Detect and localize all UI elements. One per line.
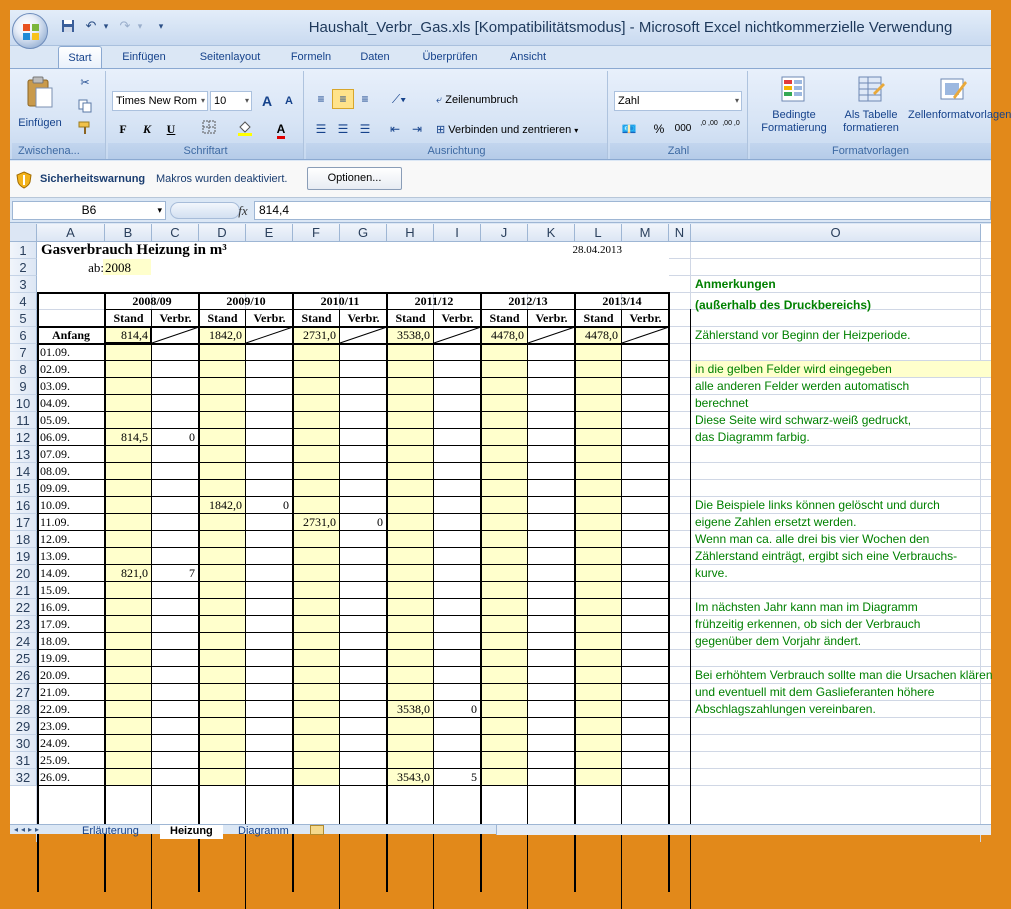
note-line: Abschlagszahlungen vereinbaren. — [695, 702, 876, 716]
row-header-27[interactable]: 27 — [10, 684, 37, 701]
border-year-separator — [480, 292, 482, 892]
notes-heading: Anmerkungen — [695, 277, 776, 291]
row-header-2[interactable]: 2 — [10, 259, 37, 276]
wrap-text-button[interactable] — [436, 91, 518, 109]
date-cell: 16.09. — [40, 600, 70, 614]
currency-icon[interactable]: 💶 — [621, 122, 637, 136]
row-header-6[interactable]: 6 — [10, 327, 37, 344]
date-cell: 24.09. — [40, 736, 70, 750]
fill-color-icon[interactable] — [230, 119, 260, 139]
row-header-28[interactable]: 28 — [10, 701, 37, 718]
verbr-header: Verbr. — [347, 311, 380, 325]
office-button[interactable] — [12, 13, 48, 49]
increase-indent-icon[interactable]: ⇥ — [411, 122, 423, 136]
name-box-value: B6 — [81, 203, 97, 217]
date-cell: 14.09. — [40, 566, 70, 580]
row-header-17[interactable]: 17 — [10, 514, 37, 531]
date-cell: 04.09. — [40, 396, 70, 410]
row-header-5[interactable]: 5 — [10, 310, 37, 327]
redo-icon[interactable]: ↷ — [119, 18, 131, 33]
column-header-m[interactable]: M — [622, 224, 669, 242]
verbr-value: 0 — [189, 430, 195, 444]
sheet-date: 28.04.2013 — [572, 244, 622, 256]
gridline-vertical — [980, 242, 981, 842]
border-row — [37, 632, 669, 633]
stand-header: Stand — [583, 311, 614, 325]
border-row — [37, 496, 669, 497]
border-row — [37, 768, 669, 769]
border-year-separator — [198, 292, 200, 892]
shrink-font-button[interactable]: A — [285, 95, 293, 107]
align-middle-icon[interactable]: ≡ — [332, 89, 354, 109]
border-row — [37, 700, 669, 701]
note-line: alle anderen Felder werden automatisch — [695, 379, 910, 393]
verbr-value: 0 — [377, 515, 383, 529]
column-header-g[interactable]: G — [340, 224, 387, 242]
merge-center-button[interactable] — [436, 121, 578, 139]
tab-start[interactable]: Start — [58, 46, 102, 68]
note-line: frühzeitig erkennen, ob sich der Verbrauch — [695, 617, 921, 631]
align-center-icon[interactable]: ☰ — [337, 122, 349, 136]
verbr-header: Verbr. — [253, 311, 286, 325]
border-icon[interactable] — [194, 119, 224, 139]
border-row — [37, 649, 669, 650]
date-cell: 26.09. — [40, 770, 70, 784]
worksheet-grid — [10, 224, 991, 824]
note-line: Bei erhöhtem Verbrauch sollte man die Ursachen klären — [695, 668, 993, 682]
anfang-value[interactable]: 2731,0 — [303, 328, 336, 342]
sheet-tabs-bar — [10, 824, 991, 837]
align-bottom-icon[interactable]: ≡ — [361, 92, 369, 106]
tab-daten[interactable]: Daten — [360, 51, 390, 63]
border-left — [37, 292, 39, 892]
align-top-icon[interactable]: ≡ — [317, 92, 325, 106]
note-line: Zählerstand einträgt, ergibt sich eine Verbrauchs- — [695, 549, 958, 563]
row-header-3[interactable]: 3 — [10, 276, 37, 293]
increase-decimal-button[interactable]: ,0 ,00 — [700, 120, 718, 127]
anfang-value[interactable]: 4478,0 — [585, 328, 618, 342]
border-row — [37, 394, 669, 395]
font-color-label: A — [277, 122, 286, 139]
verbr-value: 7 — [189, 566, 195, 580]
anfang-value[interactable]: 3538,0 — [397, 328, 430, 342]
year-header: 2011/12 — [414, 294, 454, 308]
format-as-table-icon — [857, 75, 885, 105]
chevron-down-icon: ▾ — [157, 205, 162, 215]
anfang-value[interactable]: 4478,0 — [491, 328, 524, 342]
row-header-12[interactable]: 12 — [10, 429, 37, 446]
border-row — [37, 615, 669, 616]
customize-icon[interactable]: ▾ — [158, 21, 164, 31]
row-header-25[interactable]: 25 — [10, 650, 37, 667]
decrease-decimal-button[interactable]: ,00 ,0 — [722, 120, 740, 127]
cut-icon[interactable]: ✂ — [80, 77, 90, 89]
verbr-value: 0 — [283, 498, 289, 512]
year-header: 2008/09 — [132, 294, 172, 308]
percent-button[interactable]: % — [653, 122, 665, 136]
diagonal-line — [622, 327, 669, 343]
tab-seitenlayout[interactable]: Seitenlayout — [199, 51, 261, 63]
border-year-separator — [668, 292, 670, 892]
horizontal-scrollbar[interactable] — [496, 825, 991, 835]
note-line: in die gelben Felder wird eingegeben — [695, 362, 892, 376]
note-line: Diese Seite wird schwarz-weiß gedruckt, — [695, 413, 912, 427]
note-line: das Diagramm farbig. — [695, 430, 810, 444]
border-row — [37, 377, 669, 378]
border-row — [37, 785, 669, 786]
diagonal-mark — [246, 327, 293, 344]
font-name-box[interactable] — [112, 91, 208, 111]
border-year-separator — [574, 292, 576, 892]
number-format-value: Zahl — [618, 95, 640, 107]
active-cell-b6[interactable] — [104, 326, 152, 344]
security-warning-title: Sicherheitswarnung — [40, 173, 146, 185]
font-color-button[interactable] — [266, 119, 296, 139]
decrease-indent-icon[interactable]: ⇤ — [389, 122, 401, 136]
date-cell: 17.09. — [40, 617, 70, 631]
tab-ueberpruefen[interactable]: Überprüfen — [422, 51, 478, 63]
wrap-text-icon: ⤶ — [436, 94, 443, 106]
name-box[interactable] — [12, 201, 166, 220]
number-group-label: Zahl — [610, 143, 747, 159]
security-warning-message: Makros wurden deaktiviert. — [156, 173, 288, 185]
ribbon — [10, 68, 1011, 160]
number-group — [610, 71, 748, 159]
border-row — [37, 683, 669, 684]
chevron-down-icon: ▾ — [574, 126, 579, 135]
date-cell: 07.09. — [40, 447, 70, 461]
border-stand-verbr — [621, 309, 622, 909]
date-cell: 06.09. — [40, 430, 70, 444]
verbr-value: 0 — [471, 702, 477, 716]
row-header-23[interactable]: 23 — [10, 616, 37, 633]
sheet-tab-diagramm[interactable]: Diagramm — [238, 825, 289, 837]
row-header-14[interactable]: 14 — [10, 463, 37, 480]
diagonal-line — [340, 327, 387, 343]
conditional-formatting-button[interactable] — [754, 75, 834, 139]
border-row — [37, 751, 669, 752]
row-header-32[interactable]: 32 — [10, 769, 37, 786]
clipboard-group-label: Zwischena... — [12, 143, 105, 159]
border-row — [37, 360, 669, 361]
stand-value[interactable]: 814,5 — [121, 430, 148, 444]
diagonal-mark — [340, 327, 387, 344]
anfang-value[interactable]: 814,4 — [121, 328, 148, 342]
border-row — [37, 479, 669, 480]
border-row — [37, 547, 669, 548]
office-logo-icon — [22, 23, 40, 41]
row-header-13[interactable]: 13 — [10, 446, 37, 463]
date-cell: 12.09. — [40, 532, 70, 546]
save-icon[interactable] — [58, 16, 78, 36]
date-cell: 05.09. — [40, 413, 70, 427]
row-header-15[interactable]: 15 — [10, 480, 37, 497]
border-year-separator — [292, 292, 294, 892]
shield-icon — [16, 171, 32, 189]
copy-icon[interactable] — [74, 99, 96, 117]
stand-header: Stand — [395, 311, 426, 325]
stand-value[interactable]: 3538,0 — [397, 702, 430, 716]
border-row — [37, 666, 669, 667]
date-cell: 22.09. — [40, 702, 70, 716]
column-header-j[interactable]: J — [481, 224, 528, 242]
font-size-box[interactable] — [210, 91, 252, 111]
stand-header: Stand — [301, 311, 332, 325]
column-header-d[interactable]: D — [199, 224, 246, 242]
date-cell: 25.09. — [40, 753, 70, 767]
diagonal-mark — [622, 327, 669, 344]
stand-value[interactable]: 2731,0 — [303, 515, 336, 529]
diagonal-line — [246, 327, 293, 343]
title-bar — [10, 10, 991, 46]
border-row — [37, 598, 669, 599]
note-line: Im nächsten Jahr kann man im Diagramm — [695, 600, 918, 614]
italic-button[interactable]: K — [142, 122, 151, 136]
date-cell: 03.09. — [40, 379, 70, 393]
tab-einfuegen[interactable]: Einfügen — [122, 51, 166, 63]
row-header-7[interactable]: 7 — [10, 344, 37, 361]
row-header-9[interactable]: 9 — [10, 378, 37, 395]
year-header: 2009/10 — [226, 294, 266, 308]
date-cell: 13.09. — [40, 549, 70, 563]
row-header-22[interactable]: 22 — [10, 599, 37, 616]
diagonal-mark — [528, 327, 575, 344]
styles-group-label: Formatvorlagen — [750, 143, 991, 159]
formula-bar — [10, 199, 991, 223]
sheet-title: Gasverbrauch Heizung in m³ — [41, 242, 227, 258]
verbr-header: Verbr. — [441, 311, 474, 325]
column-header-b[interactable]: B — [105, 224, 152, 242]
conditional-formatting-label: Bedingte Formatierung — [761, 109, 827, 134]
cell-styles-label: Zellenformatvorlagen — [908, 109, 1011, 121]
diagonal-mark — [152, 327, 199, 344]
security-warning-bar — [10, 161, 991, 198]
row-header-10[interactable]: 10 — [10, 395, 37, 412]
border-row — [37, 717, 669, 718]
verbr-header: Verbr. — [535, 311, 568, 325]
conditional-formatting-icon — [780, 75, 808, 105]
note-line: Wenn man ca. alle drei bis vier Wochen den — [695, 532, 930, 546]
date-cell: 08.09. — [40, 464, 70, 478]
alignment-group — [306, 71, 608, 159]
row-header-8[interactable]: 8 — [10, 361, 37, 378]
border-row — [37, 734, 669, 735]
border-stand-verbr — [527, 309, 528, 909]
year-header: 2013/14 — [602, 294, 642, 308]
row-header-24[interactable]: 24 — [10, 633, 37, 650]
year-header: 2012/13 — [508, 294, 548, 308]
cell-styles-icon — [939, 75, 967, 105]
note-line: Zählerstand vor Beginn der Heizperiode. — [695, 328, 911, 342]
column-header-l[interactable]: L — [575, 224, 622, 242]
row-header-4[interactable]: 4 — [10, 293, 37, 310]
sheet-tab-erlaeuterung[interactable]: Erläuterung — [82, 825, 139, 837]
date-cell: 15.09. — [40, 583, 70, 597]
wrap-text-label: Zeilenumbruch — [445, 94, 518, 106]
date-cell: 10.09. — [40, 498, 70, 512]
styles-group — [750, 71, 1011, 159]
row-header-29[interactable]: 29 — [10, 718, 37, 735]
insert-function-icon[interactable]: fx — [238, 203, 248, 218]
row-header-11[interactable]: 11 — [10, 412, 37, 429]
font-name-value: Times New Rom — [116, 95, 197, 107]
verbr-value: 5 — [471, 770, 477, 784]
redo-dropdown-icon[interactable]: ▾ — [137, 21, 143, 31]
note-line: gegenüber dem Vorjahr ändert. — [695, 634, 862, 648]
column-header-n[interactable]: N — [669, 224, 691, 242]
anfang-label: Anfang — [51, 328, 90, 342]
stand-header: Stand — [207, 311, 238, 325]
verbr-header: Verbr. — [629, 311, 662, 325]
row-header-19[interactable]: 19 — [10, 548, 37, 565]
ribbon-tabs — [10, 46, 991, 68]
column-header-a[interactable]: A — [37, 224, 105, 242]
clipboard-group — [12, 71, 106, 159]
date-cell: 20.09. — [40, 668, 70, 682]
border-row — [37, 411, 669, 412]
align-right-icon[interactable]: ☰ — [359, 122, 371, 136]
font-group-label: Schriftart — [108, 143, 303, 159]
excel-window — [10, 10, 1011, 837]
date-cell: 01.09. — [40, 345, 70, 359]
align-left-icon[interactable]: ☰ — [315, 122, 327, 136]
row-header-1[interactable]: 1 — [10, 242, 37, 259]
date-cell: 21.09. — [40, 685, 70, 699]
row-header-31[interactable]: 31 — [10, 752, 37, 769]
tab-ansicht[interactable]: Ansicht — [509, 51, 547, 63]
format-as-table-label: Als Tabelle formatieren — [843, 109, 899, 134]
date-cell: 02.09. — [40, 362, 70, 376]
underline-button[interactable]: U — [166, 122, 176, 136]
number-format-box[interactable] — [614, 91, 742, 111]
border-row — [37, 462, 669, 463]
row-header-26[interactable]: 26 — [10, 667, 37, 684]
border-stand-verbr — [151, 309, 152, 909]
stand-value[interactable]: 1842,0 — [209, 498, 242, 512]
font-group — [108, 71, 304, 159]
sheet-tab-heizung[interactable]: Heizung — [160, 825, 223, 839]
diagonal-line — [434, 327, 481, 343]
row-header-20[interactable]: 20 — [10, 565, 37, 582]
date-cell: 09.09. — [40, 481, 70, 495]
tab-formeln[interactable]: Formeln — [290, 51, 332, 63]
column-header-k[interactable]: K — [528, 224, 575, 242]
row-header-30[interactable]: 30 — [10, 735, 37, 752]
chevron-down-icon: ▾ — [244, 96, 249, 105]
border-stand-verbr — [245, 309, 246, 909]
note-line: Die Beispiele links können gelöscht und durch — [695, 498, 940, 512]
row-header-18[interactable]: 18 — [10, 531, 37, 548]
cell-styles-button[interactable] — [908, 75, 1011, 139]
paste-icon — [25, 75, 55, 109]
column-header-i[interactable]: I — [434, 224, 481, 242]
row-header-16[interactable]: 16 — [10, 497, 37, 514]
notes-subheading: (außerhalb des Druckbereichs) — [695, 298, 872, 312]
merge-icon: ⊞ — [436, 124, 446, 136]
formula-input[interactable]: 814,4 — [254, 201, 991, 220]
column-header-f[interactable]: F — [293, 224, 340, 242]
column-header-e[interactable]: E — [246, 224, 293, 242]
border-year-separator — [386, 292, 388, 892]
insert-sheet-icon[interactable] — [310, 825, 324, 835]
undo-dropdown-icon[interactable]: ▾ — [103, 21, 109, 31]
anfang-value[interactable]: 1842,0 — [209, 328, 242, 342]
alignment-group-label: Ausrichtung — [306, 143, 607, 159]
select-all-corner[interactable] — [10, 224, 37, 242]
undo-icon[interactable]: ↶ — [85, 18, 97, 33]
date-cell: 19.09. — [40, 651, 70, 665]
note-line: eigene Zahlen ersetzt werden. — [695, 515, 857, 529]
paste-label: Einfügen — [18, 117, 62, 129]
stand-header: Stand — [489, 311, 520, 325]
stand-header: Stand — [113, 311, 144, 325]
format-as-table-button[interactable] — [836, 75, 906, 139]
grow-font-button[interactable]: A — [261, 93, 273, 109]
border-stand-verbr — [690, 309, 691, 909]
row-header-21[interactable]: 21 — [10, 582, 37, 599]
column-header-c[interactable]: C — [152, 224, 199, 242]
font-size-value: 10 — [214, 95, 227, 107]
format-painter-icon[interactable] — [74, 121, 96, 139]
chevron-down-icon: ▾ — [734, 96, 739, 105]
border-stand-verbr — [433, 309, 434, 909]
window-title: Haushalt_Verbr_Gas.xls [Kompatibilitätsmodus] - Microsoft Excel nichtkommerzielle Verwendung — [308, 19, 953, 36]
year-header: 2010/11 — [320, 294, 360, 308]
thousands-button[interactable]: 000 — [674, 123, 692, 134]
ab-label: ab: — [88, 260, 104, 275]
ab-year[interactable]: 2008 — [105, 260, 131, 275]
orientation-icon[interactable]: ⟋▾ — [391, 92, 407, 106]
note-line: und eventuell mit dem Gaslieferanten höhere — [695, 685, 935, 699]
border-year-separator — [104, 292, 106, 892]
sheet-nav-icon[interactable]: ◂◂▸▸ — [14, 825, 43, 834]
stand-value[interactable]: 821,0 — [121, 566, 148, 580]
merge-label: Verbinden und zentrieren — [448, 124, 572, 136]
border-stand-verbr — [339, 309, 340, 909]
options-button[interactable]: Optionen... — [307, 167, 402, 190]
formula-bar-controls — [170, 202, 240, 219]
note-line: berechnet — [695, 396, 749, 410]
diagonal-line — [528, 327, 575, 343]
paste-button[interactable] — [18, 75, 62, 137]
diagonal-line — [152, 327, 199, 343]
column-header-o[interactable]: O — [691, 224, 981, 242]
date-cell: 11.09. — [40, 515, 70, 529]
stand-value[interactable]: 3543,0 — [397, 770, 430, 784]
diagonal-mark — [434, 327, 481, 344]
column-header-h[interactable]: H — [387, 224, 434, 242]
note-line: kurve. — [695, 566, 728, 580]
verbr-header: Verbr. — [159, 311, 192, 325]
chevron-down-icon: ▾ — [200, 96, 205, 105]
date-cell: 18.09. — [40, 634, 70, 648]
bold-button[interactable]: F — [119, 122, 127, 136]
date-cell: 23.09. — [40, 719, 70, 733]
